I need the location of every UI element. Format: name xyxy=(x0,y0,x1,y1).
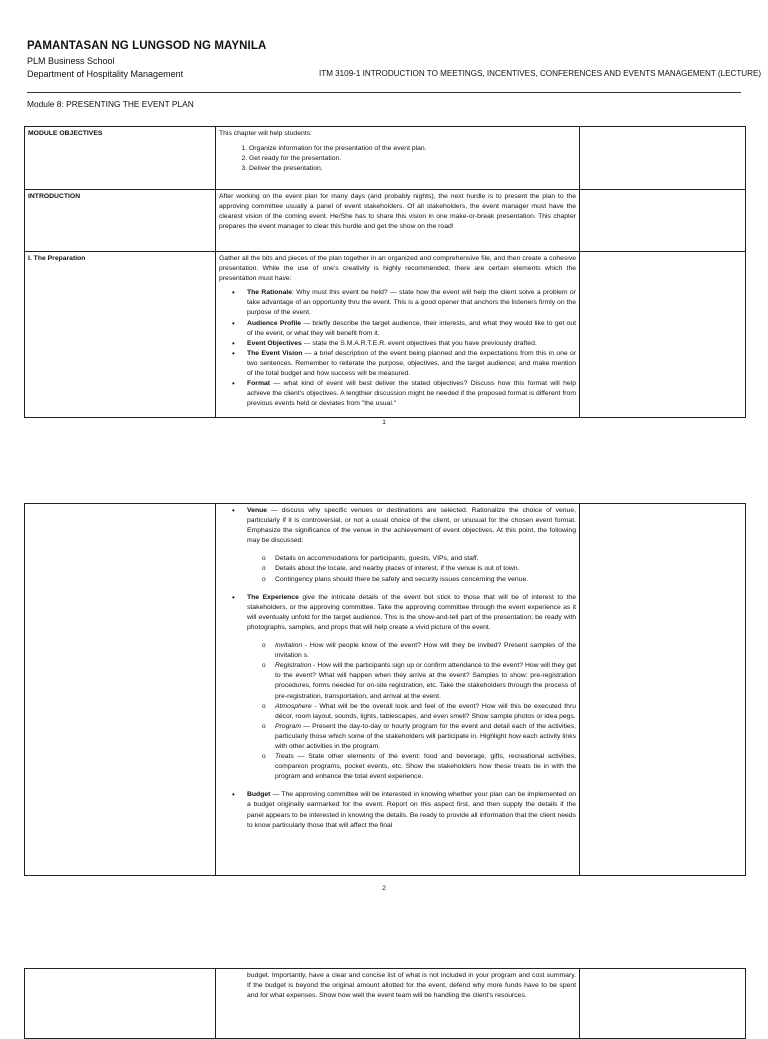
label-cell-empty xyxy=(25,504,216,876)
module-table-page-3 xyxy=(24,968,746,1039)
preparation-text: Gather all the bits and pieces of the plan together in an organized and comprehensive file, and then create a cohesive presentation. While the use of one's creativity is highly recommended, there are certain elements which the presentation must have: xyxy=(219,255,576,283)
introduction-label: INTRODUCTION xyxy=(25,190,216,252)
header-rule xyxy=(27,92,741,93)
sub-item: o Treats — State other elements of the event: food and beverage, gifts, recreational activities, companion programs, pocket events, etc. Show the stakeholders how these treats tie in with the program and enhance the total event experience. xyxy=(275,752,576,782)
element-item: • Budget — The approving committee will be interested in knowing whether your plan can be implemented on a budget originally earmarked for the event. Report on this aspect first, and then supply the details if the panel appears to be interested in knowing the details. Be ready to provide all information that the client needs to know particularly those that will affect the final xyxy=(247,790,576,830)
notes-cell xyxy=(580,252,746,418)
element-item: • Audience Profile — briefly describe the target audience, their interests, and what they would like to get out of the event, or what they will benefit from it. xyxy=(247,319,576,339)
element-item: • The Rationale: Why must this event be held? — state how the event will help the client solve a problem or take advantage of an opportunity thru the event. This is a good opener that anchors the listeners firmly on the purpose of the event. xyxy=(247,288,576,318)
objectives-intro: This chapter will help students: xyxy=(219,130,312,137)
sub-item: o Registration - How will the participants sign up or confirm attendance to the event? How will they get to the event? What will happen when they arrive at the event? Samples to show: pre-registration procedures, forms needed for on-site registration, etc. Take the stakeholders through the process of pre-registration, transportation, and arrival at the event. xyxy=(275,661,576,701)
element-item: • Event Objectives --- state the S.M.A.R.T.E.R. event objectives that you have previously drafted. xyxy=(247,339,576,349)
presentation-elements-list xyxy=(219,288,576,409)
preparation-row-continued xyxy=(25,969,746,1039)
introduction-row xyxy=(25,190,746,252)
module-table-page-2 xyxy=(24,503,746,876)
module-table-page-1 xyxy=(24,126,746,418)
introduction-content xyxy=(216,190,580,252)
sub-item: o Invitation - How will people know of the event? How will they be invited? Present samples of the invitation s. xyxy=(275,641,576,661)
department-name: Department of Hospitality Management xyxy=(27,69,184,79)
page-number: 1 xyxy=(382,419,386,426)
objectives-row xyxy=(25,127,746,190)
sub-item: o Program — Present the day-to-day or hourly program for the event and detail each of the activities, particularly those which some of the stakeholders will participate in. Highlight how each activity links with other activities in the program. xyxy=(275,722,576,752)
venue-sub-list xyxy=(247,554,576,584)
experience-sub-list xyxy=(247,641,576,782)
preparation-content xyxy=(216,252,580,418)
preparation-row xyxy=(25,252,746,418)
sub-item: o Atmosphere - What will be the overall look and feel of the event? How will this be executed thru décor, room layout, sounds, lights, tablescapes, and even smell? Show sample photos or idea pegs. xyxy=(275,702,576,722)
element-item: • The Event Vision — a brief description of the event being planned and the expectations from this in one or two sentences. Remember to reiterate the purpose, objectives, and the target audience; and make mention of the total budget and how success will be measured. xyxy=(247,349,576,379)
school-name: PLM Business School xyxy=(27,56,115,66)
course-title: ITM 3109-1 INTRODUCTION TO MEETINGS, INCENTIVES, CONFERENCES AND EVENTS MANAGEMENT (LECTURE) xyxy=(319,69,762,78)
notes-cell xyxy=(580,504,746,876)
objectives-list xyxy=(219,144,576,174)
notes-cell xyxy=(580,969,746,1039)
objective-item: 1. Organize information for the presentation of the event plan. xyxy=(249,144,576,154)
budget-continued-content xyxy=(216,969,580,1039)
objectives-content xyxy=(216,127,580,190)
module-title: Module 8: PRESENTING THE EVENT PLAN xyxy=(27,99,194,109)
sub-item: o Details about the locale, and nearby places of interest, if the venue is out of town. xyxy=(275,564,576,574)
sub-item: o Contingency plans should there be safety and security issues concerning the venue. xyxy=(275,575,576,585)
university-name: PAMANTASAN NG LUNGSOD NG MAYNILA xyxy=(27,40,267,52)
objectives-label: MODULE OBJECTIVES xyxy=(25,127,216,190)
preparation-content-continued xyxy=(216,504,580,876)
introduction-text: After working on the event plan for many days (and probably nights), the next hurdle is to present the plan to the approving committee usually a panel of event stakeholders. Of all stakeholders, the event manager must have the clearest vision of the coming event. He/She has to share this vision in one make-or-break presentation. This chapter prepares the event manager to clear this hurdle and get the show on the road! xyxy=(219,193,576,231)
objective-item: 2. Get ready for the presentation. xyxy=(249,154,576,164)
preparation-label: I. The Preparation xyxy=(25,252,216,418)
objective-item: 3. Deliver the presentation. xyxy=(249,164,576,174)
notes-cell xyxy=(580,190,746,252)
sub-item: o Details on accommodations for participants, guests, VIPs, and staff. xyxy=(275,554,576,564)
element-item: • Venue — discuss why specific venues or destinations are selected. Rationalize the choice of venue, particularly if it is controversial, or not a usual choice of the client, or unusual for the chosen event format. Emphasize the significance of the venue in the achievement of event objectives. At this point, the following may be discussed: o Details on accommodations for participants, guests, VIPs, and staff. o Details about the locale, and nearby places of interest, if the venue is out of town. o Contingency plans should there be safety and security issues concerning the venue. xyxy=(247,506,576,585)
budget-continued-text: budget. Importantly, have a clear and concise list of what is not included in your program and cost summary. If the budget is beyond the original amount allotted for the event, defend why more funds have to be spent and for what expenses. Show how well the event team will be handling the client's resources. xyxy=(247,972,576,1000)
element-item: • Format — what kind of event will best deliver the stated objectives? Discuss how this format will help achieve the client's objectives. A lengthier discussion might be needed if the proposed format is different from previous events held or deviates from "the usual." xyxy=(247,379,576,409)
label-cell-empty xyxy=(25,969,216,1039)
preparation-row-continued xyxy=(25,504,746,876)
page-number: 2 xyxy=(382,885,386,892)
notes-cell xyxy=(580,127,746,190)
presentation-elements-list xyxy=(219,506,576,831)
element-item: • The Experience give the intricate details of the event but stick to those that will be of interest to the stakeholders, or the approving committee. Take the approving committee through the event experience as it will eventually unfold for the target audience. This is the show-and-tell part of the presentation; be ready with photographs, samples, and props that will help create a vivid picture of the event. o Invitation - How will people know of the event? How will they be invited? Present samples of the invitation s. o Registration - How will the participants sign up or confirm attendance to the event? How will they get to the event? What will happen when they arrive at the event? Samples to show: pre-registration procedures, forms needed for on-site registration, etc. Take the stakeholders through the process of pre-registration, transportation, and arrival at the event. o Atmosphere - What will be the overall look and feel of the event? How will this be executed thru décor, room layout, sounds, lights, tablescapes, and even smell? Show sample photos or idea pegs. o Program — Present the day-to-day or hourly program for the event and detail each of the activities, particularly those which some of the stakeholders will participate in. Highlight how each activity links with other activities in the program. o Treats — State other elements of the event: food and beverage, gifts, recreational activities, companion programs, pocket events, etc. Show the stakeholders how these treats tie in with the program and enhance the total event experience. xyxy=(247,593,576,783)
